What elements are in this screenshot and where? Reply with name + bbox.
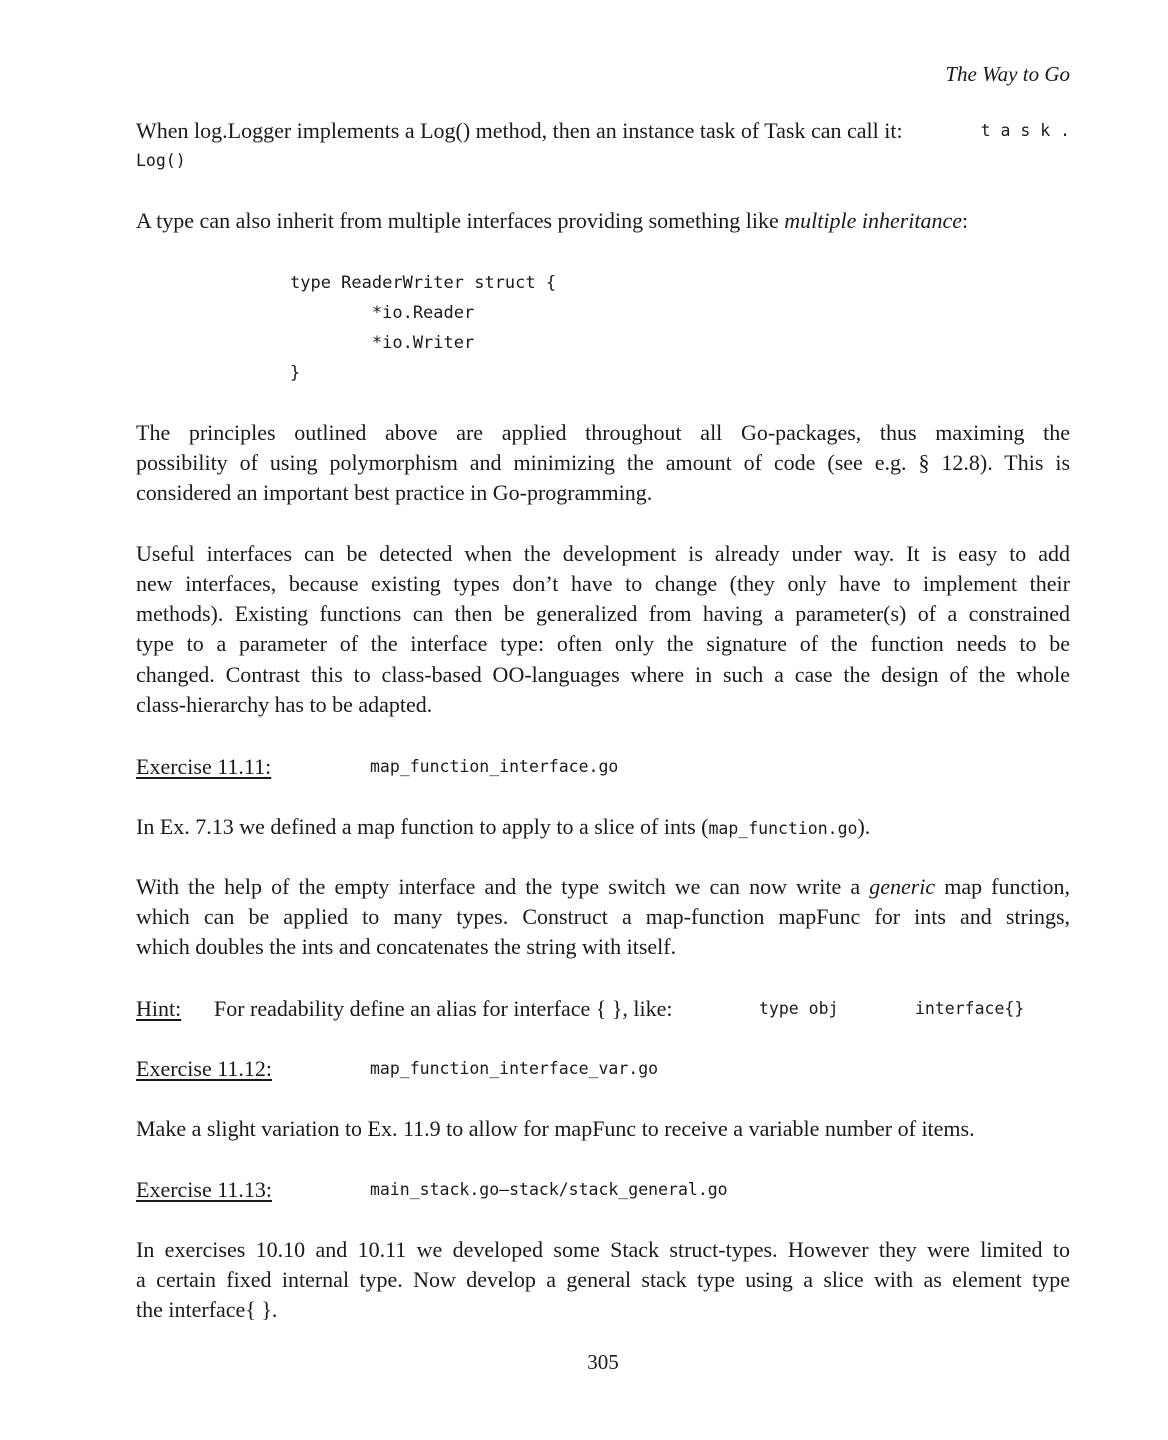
paragraph-6-line: which can be applied to many types. Construct a map-function mapFunc for ints and strings, — [136, 904, 1070, 929]
exercise-label: Exercise 11.13: — [136, 1177, 273, 1202]
paragraph-3-line: possibility of using polymorphism and minimizing the amount of code (see e.g. § 12.8). This is — [136, 450, 1070, 475]
paragraph-8-line: In exercises 10.10 and 10.11 we developed some Stack struct-types. However they were limited to — [136, 1237, 1070, 1262]
paragraph-text: : — [962, 208, 969, 233]
inline-code: map_function.go — [708, 819, 858, 838]
exercise-label: Exercise 11.11: — [136, 754, 272, 779]
code-line: } — [290, 363, 301, 383]
paragraph-4-line: type to a parameter of the interface type: often only the signature of the function needs to be — [136, 631, 1070, 656]
exercise-file: map_function_interface_var.go — [370, 1059, 659, 1078]
paragraph-6-line — [136, 872, 1070, 902]
paragraph-text: ). — [857, 814, 871, 839]
code-line: type ReaderWriter struct { — [290, 273, 557, 293]
inline-code: t a s k . — [980, 121, 1070, 140]
paragraph-4-line: changed. Contrast this to class-based OO-languages where in such a case the design of the whole — [136, 662, 1070, 687]
paragraph-6-line: which doubles the ints and concatenates the string with itself. — [136, 934, 677, 959]
page-number: 305 — [587, 1350, 619, 1374]
paragraph-5 — [136, 812, 1070, 844]
running-header: The Way to Go — [945, 62, 1070, 86]
exercise-label: Exercise 11.12: — [136, 1056, 273, 1081]
inline-code: type obj — [759, 999, 839, 1018]
paragraph-8-line: a certain fixed internal type. Now develop a general stack type using a slice with as element type — [136, 1267, 1070, 1292]
paragraph-1-line-1 — [136, 116, 1070, 146]
paragraph-text: In Ex. 7.13 we defined a map function to apply to a slice of ints ( — [136, 814, 709, 839]
code-line: *io.Writer — [290, 333, 475, 353]
emphasis: generic — [869, 874, 936, 899]
emphasis: multiple inheritance — [784, 208, 963, 233]
paragraph-4-line: Useful interfaces can be detected when the development is already under way. It is easy to add — [136, 541, 1070, 566]
paragraph-4-line: new interfaces, because existing types don’t have to change (they only have to implement their — [136, 571, 1070, 596]
exercise-file: main_stack.go—stack/stack_general.go — [370, 1180, 728, 1199]
exercise-11-11 — [136, 752, 1070, 782]
paragraph-4-line: class-hierarchy has to be adapted. — [136, 692, 433, 717]
exercise-file: map_function_interface.go — [370, 757, 619, 776]
exercise-11-13 — [136, 1175, 1070, 1205]
hint — [136, 994, 1070, 1024]
paragraph-text: When log.Logger implements a Log() method, then an instance task of Task can call it: — [136, 118, 903, 143]
paragraph-2 — [136, 206, 1070, 236]
paragraph-8-line: the interface{ }. — [136, 1297, 278, 1322]
hint-text: For readability define an alias for interface { }, like: — [214, 996, 673, 1021]
inline-code: interface{} — [915, 999, 1025, 1018]
paragraph-text: A type can also inherit from multiple interfaces providing something like — [136, 208, 785, 233]
paragraph-3-line: The principles outlined above are applied throughout all Go-packages, thus maximing the — [136, 420, 1070, 445]
hint-label: Hint: — [136, 996, 182, 1021]
paragraph-text: With the help of the empty interface and the type switch we can now write a — [136, 874, 870, 899]
exercise-11-12 — [136, 1054, 1070, 1084]
paragraph-3-line: considered an important best practice in Go-programming. — [136, 480, 653, 505]
paragraph-4-line: methods). Existing functions can then be generalized from having a parameter(s) of a constrained — [136, 601, 1070, 626]
paragraph-text: map function, — [935, 874, 1070, 899]
code-line: *io.Reader — [290, 303, 475, 323]
inline-code: Log() — [136, 151, 186, 170]
paragraph-7: Make a slight variation to Ex. 11.9 to allow for mapFunc to receive a variable number of items. — [136, 1116, 975, 1141]
